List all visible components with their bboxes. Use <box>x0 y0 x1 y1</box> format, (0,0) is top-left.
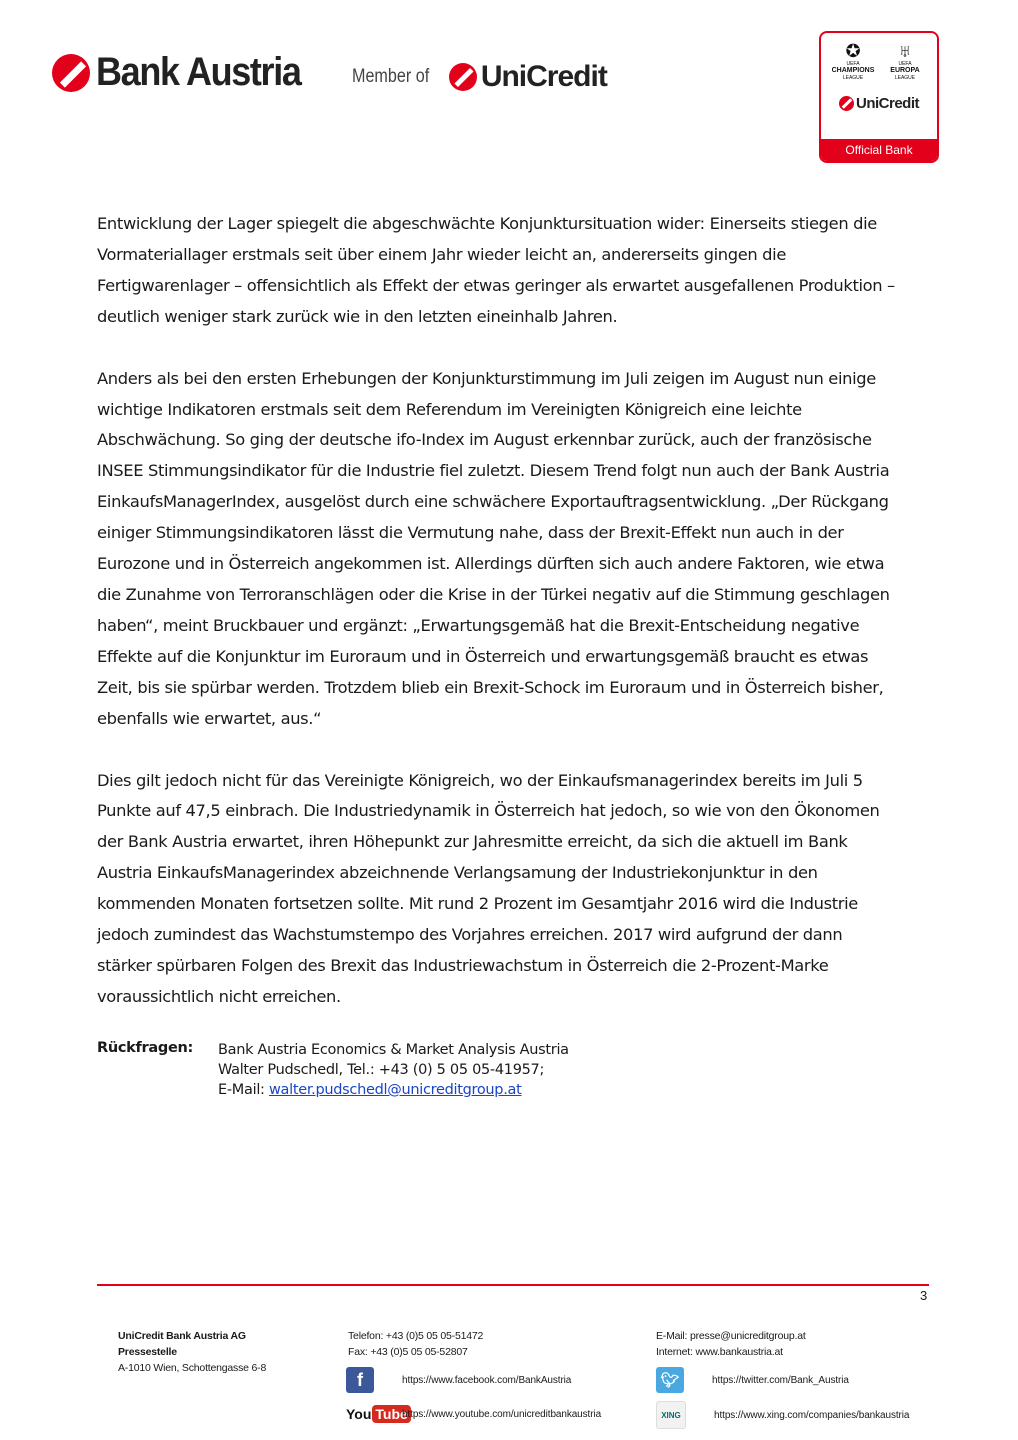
youtube-icon: You Tube <box>346 1401 394 1427</box>
member-of-unicredit <box>352 60 607 94</box>
xing-url[interactable]: https://www.xing.com/companies/bankaustria <box>714 1409 910 1421</box>
page-number: 3 <box>920 1288 928 1303</box>
footer-company: UniCredit Bank Austria AG <box>118 1330 246 1342</box>
footer-street: A-1010 Wien, Schottengasse 6-8 <box>118 1362 267 1374</box>
youtube-link[interactable] <box>346 1401 601 1427</box>
member-of-label: Member of <box>352 66 430 87</box>
badge-unicredit: UniCredit <box>821 95 937 112</box>
champions-league-logo: ✪ UEFA CHAMPIONS LEAGUE <box>828 41 878 81</box>
paragraph: Anders als bei den ersten Erhebungen der Konjunkturstimmung im Juli zeigen im August nun einige wichtige Indikatoren erstmals seit dem Referendum im Vereinigten Königreich eine leichte Abschwächung. So ging der deutsche ifo-Index im August erkennbar zurück, auch der französische INSEE Stimmungsindikator für die Industrie fiel zuletzt. Diesem Trend folgt nun auch der Bank Austria EinkaufsManagerIndex, ausgelöst durch eine schwächere Exportauftragsentwicklung. „Der Rückgang einiger Stimmungsindikatoren lässt die Vermutung nahe, dass der Brexit-Effekt nun auch in der Eurozone und in Österreich angekommen ist. Allerdings dürften sich auch andere Faktoren, wie etwa die Zunahme von Terroranschlägen oder die Krise in der Türkei negativ auf die Stimmung geschlagen haben“, meint Bruckbauer und ergänzt: „Erwartungsgemäß hat die Brexit-Entscheidung negative Effekte auf die Konjunktur im Euroraum und in Österreich und erwartungsgemäß braucht es etwas Zeit, bis sie spürbar werden. Trotzdem blieb ein Brexit-Schock im Euroraum und in Österreich bisher, ebenfalls wie erwartet, aus.“ <box>97 368 890 728</box>
unicredit-mark-icon <box>449 63 477 91</box>
twitter-link[interactable] <box>656 1367 849 1393</box>
facebook-link[interactable] <box>346 1367 571 1393</box>
paragraph: Entwicklung der Lager spiegelt die abgeschwächte Konjunktursituation wider: Einerseits stiegen die Vormateriallager erstmals seit über einem Jahr wieder leicht an, andererseits gingen die Fertigwarenlager – offensichtlich als Effekt der etwas geringer als erwartet ausgefallenen Produktion – deutlich weniger stark zurück wie in den letzten eineinhalb Jahren. <box>97 214 895 326</box>
youtube-url[interactable]: https://www.youtube.com/unicreditbankaustria <box>402 1408 602 1420</box>
footer-email: E-Mail: presse@unicreditgroup.at <box>656 1330 806 1342</box>
unicredit-mark-icon <box>839 96 854 111</box>
facebook-icon: f <box>346 1367 374 1393</box>
unicredit-mark-icon <box>52 54 90 92</box>
paragraph: Dies gilt jedoch nicht für das Vereinigte Königreich, wo der Einkaufsmanagerindex bereits im Juli 5 Punkte auf 47,5 einbrach. Die Industriedynamik in Österreich hat jedoch, so wie von den Ökonomen der Bank Austria erwartet, ihren Höhepunkt zur Jahresmitte erreicht, da sich die aktuell im Bank Austria EinkaufsManagerindex abzeichnende Verlangsamung der Industriekonjunktur in den kommenden Monaten fortsetzen sollte. Mit rund 2 Prozent im Gesamtjahr 2016 wird die Industrie jedoch zumindest das Wachstumstempo des Vorjahres erreichen. 2017 wird aufgrund der dann stärker spürbaren Folgen des Brexit das Industriewachstum in Österreich die 2-Prozent-Marke voraussichtlich nicht erreichen. <box>97 770 880 1006</box>
facebook-url[interactable]: https://www.facebook.com/BankAustria <box>402 1374 572 1386</box>
contact-person: Walter Pudschedl, Tel.: +43 (0) 5 05 05-41957; <box>218 1062 545 1078</box>
xing-icon: XING <box>656 1401 686 1429</box>
europa-league-logo: ♅ UEFA EUROPA LEAGUE <box>880 41 930 81</box>
footer-department: Pressestelle <box>118 1346 177 1358</box>
contact-email-link[interactable]: walter.pudschedl@unicreditgroup.at <box>268 1082 522 1098</box>
footer-internet: Internet: www.bankaustria.at <box>656 1346 783 1358</box>
contact-email-line: E-Mail: walter.pudschedl@unicreditgroup.at <box>218 1082 522 1098</box>
twitter-icon: 🐦︎ <box>656 1367 684 1393</box>
xing-link[interactable] <box>656 1401 909 1429</box>
official-bank-badge <box>819 31 939 163</box>
contact-label: Rückfragen: <box>97 1040 194 1056</box>
contact-block <box>97 1040 569 1100</box>
twitter-url[interactable]: https://twitter.com/Bank_Austria <box>712 1374 849 1386</box>
bank-austria-logo <box>52 50 323 95</box>
bank-austria-wordmark: Bank Austria <box>96 50 301 94</box>
trophy-icon: ♅ <box>898 41 912 61</box>
footer-telephone: Telefon: +43 (0)5 05 05-51472 <box>348 1330 484 1342</box>
footer-online <box>656 1328 806 1360</box>
contact-department: Bank Austria Economics & Market Analysis Austria <box>218 1042 569 1058</box>
starball-icon: ✪ <box>845 41 861 61</box>
footer-phone <box>348 1328 483 1360</box>
press-release-body <box>97 209 897 1044</box>
footer-address <box>118 1328 266 1376</box>
footer-fax: Fax: +43 (0)5 05 05-52807 <box>348 1346 468 1358</box>
official-bank-label: Official Bank <box>821 139 937 161</box>
footer-divider <box>97 1284 929 1286</box>
unicredit-wordmark: UniCredit <box>480 60 607 93</box>
